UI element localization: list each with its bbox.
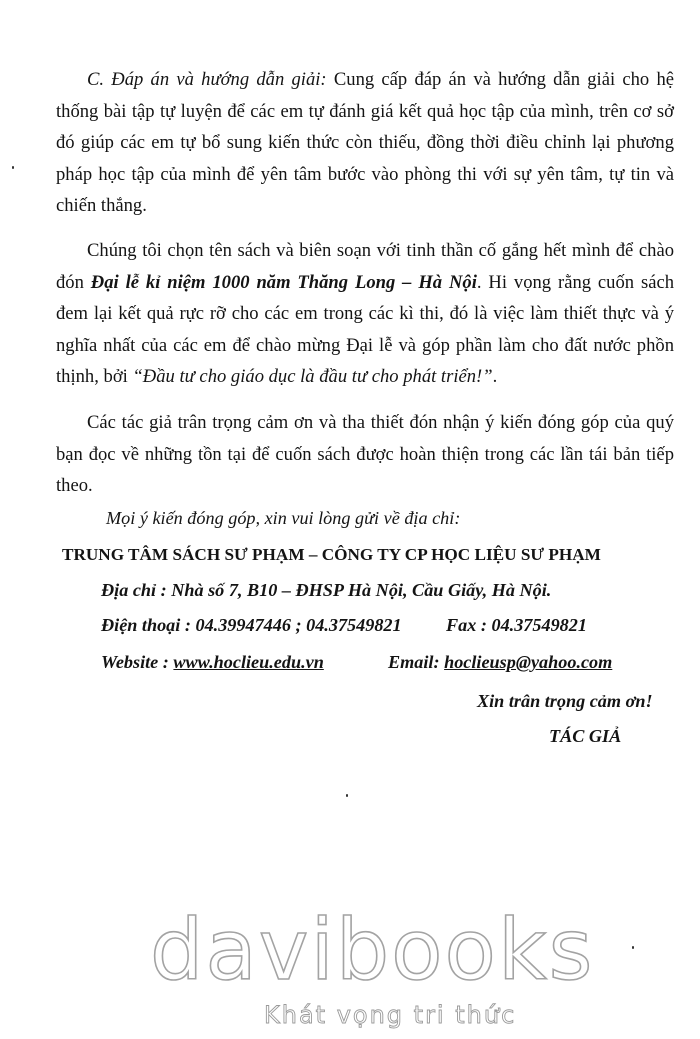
author-signature: TÁC GIẢ: [549, 726, 622, 746]
watermark-slogan: Khát vọng tri thức: [264, 1001, 517, 1029]
event-name: Đại lễ kỉ niệm 1000 năm Thăng Long – Hà Nội: [90, 271, 477, 293]
address-line: Địa chỉ : Nhà số 7, B10 – ĐHSP Hà Nội, Cầu Giấy, Hà Nội.: [101, 580, 552, 600]
scan-speck: [632, 946, 634, 949]
paragraph-dedication-part3: .: [492, 366, 498, 387]
email-line: [388, 650, 612, 674]
paragraph-dedication-part2: . Hi vọng rằng cuốn sách đem lại kết quả rực rỡ cho các em trong các kì thi, đó là việc làm thiết thực và ý nghĩa nhất của các em để chào mừng Đại lễ và góp phần làm cho đất nước phồn thịnh, bởi: [56, 271, 675, 387]
paragraph-answers-body: Cung cấp đáp án và hướng dẫn giải cho hệ thống bài tập tự luyện để các em tự đánh giá kết quả học tập của mình, trên cơ sở đó giúp các em tự bổ sung kiến thức còn thiếu, đồng thời điều chỉnh lại phương pháp học tập của mình để yên tâm bước vào phòng thi với sự yên tâm, tự tin và chiến thắng.: [56, 69, 674, 216]
paragraph-dedication: [56, 235, 674, 393]
organization-name: TRUNG TÂM SÁCH SƯ PHẠM – CÔNG TY CP HỌC LIỆU SƯ PHẠM: [62, 545, 601, 564]
closing-thanks: Xin trân trọng cảm ơn!: [477, 691, 653, 711]
scan-speck: [12, 166, 14, 169]
paragraph-thanks: Các tác giả trân trọng cảm ơn và tha thiết đón nhận ý kiến đóng góp của quý bạn đọc về những tồn tại để cuốn sách được hoàn thiện trong các lần tái bản tiếp theo.: [56, 412, 674, 496]
website-label: Website :: [101, 652, 174, 672]
email-link[interactable]: hoclieusp@yahoo.com: [444, 652, 613, 672]
scan-speck: [346, 794, 348, 797]
paragraph-dedication-part1: Chúng tôi chọn tên sách và biên soạn với tinh thần cố gắng hết mình để chào đón: [56, 240, 674, 293]
slogan-quote: “Đầu tư cho giáo dục là đầu tư cho phát triển!”: [132, 366, 493, 387]
paragraph-answers: [56, 64, 674, 222]
fax-line: Fax : 04.37549821: [446, 615, 587, 635]
watermark-brand: davibooks: [150, 901, 595, 999]
contact-intro: Mọi ý kiến đóng góp, xin vui lòng gửi về địa chỉ:: [106, 508, 461, 528]
website-link[interactable]: www.hoclieu.edu.vn: [173, 652, 324, 672]
phone-line: Điện thoại : 04.39947446 ; 04.37549821: [101, 615, 402, 635]
website-line: [101, 650, 324, 674]
email-label: Email:: [388, 652, 445, 672]
paragraph-answers-lead: C. Đáp án và hướng dẫn giải:: [87, 69, 327, 90]
